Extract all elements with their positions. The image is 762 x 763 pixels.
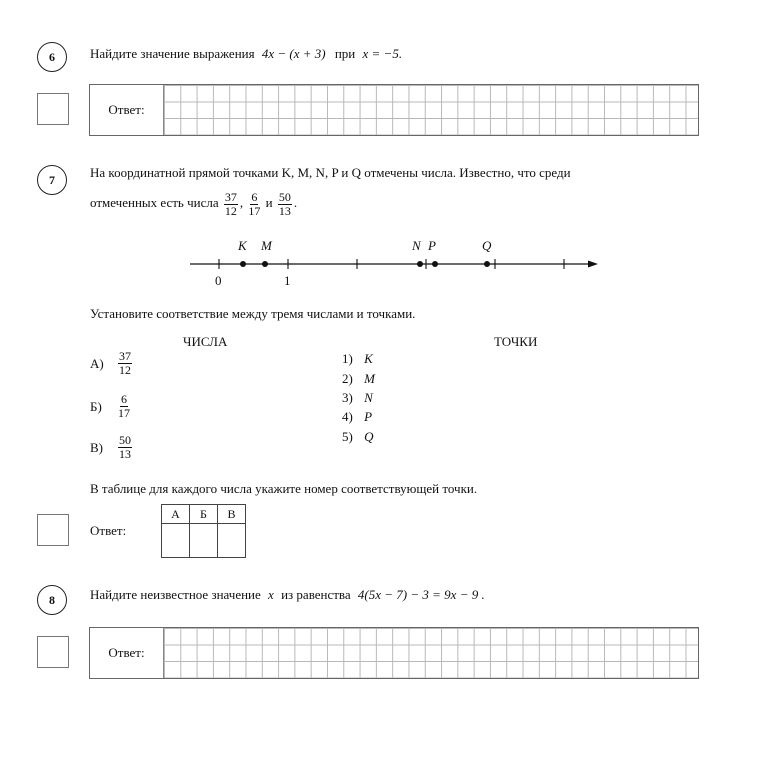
fraction-den: 12 <box>119 363 131 377</box>
fraction-num: 37 <box>224 189 237 204</box>
task-7-line2-prefix: отмеченных есть числа <box>90 195 219 210</box>
point-option-5 <box>342 429 373 445</box>
task-8-answer-box[interactable] <box>89 627 699 679</box>
choice-letter: В) <box>90 439 103 455</box>
label-Q: Q <box>482 238 492 253</box>
label-P: P <box>428 238 436 253</box>
task-7-instruction: Установите соответствие между тремя числами и точками. <box>90 306 416 321</box>
label-N: N <box>412 238 421 253</box>
task-8-number <box>37 585 67 615</box>
label-K: K <box>238 238 247 253</box>
option-number: 2) <box>342 371 353 386</box>
fraction-den: 13 <box>278 203 291 218</box>
task-6-answer-label: Ответ: <box>108 102 145 117</box>
task-8-number-text: 8 <box>49 592 55 607</box>
point-M <box>262 261 268 267</box>
choice-letter: Б) <box>90 398 102 414</box>
task-7-line1: На координатной прямой точками K, M, N, P и Q отмечены числа. Известно, что среди <box>90 165 571 180</box>
choice-v <box>90 434 134 461</box>
table-cell-v[interactable] <box>218 524 246 558</box>
choice-fraction <box>118 350 132 377</box>
label-M: M <box>261 238 272 253</box>
fraction-den: 12 <box>224 203 237 218</box>
fraction-37-12 <box>224 191 238 218</box>
column-points-header: ТОЧКИ <box>494 334 538 349</box>
option-number: 4) <box>342 409 353 424</box>
option-number: 5) <box>342 429 353 444</box>
point-option-3 <box>342 390 373 406</box>
task-6-expression: 4x − (x + 3) <box>261 46 326 61</box>
task-8-answer-grid[interactable] <box>163 628 698 678</box>
task-7-line2 <box>90 186 297 220</box>
point-K <box>240 261 246 267</box>
fraction-num: 50 <box>119 433 131 447</box>
task-8-variable: x <box>268 587 274 602</box>
separator: , <box>239 195 244 210</box>
task-6-answer-box[interactable] <box>89 84 699 136</box>
fraction-num: 6 <box>121 392 127 406</box>
task-8-text <box>90 586 485 604</box>
period: . <box>293 195 298 210</box>
choice-fraction <box>118 434 132 461</box>
fraction-num: 6 <box>251 189 258 204</box>
task-6-answer-grid[interactable] <box>163 85 698 135</box>
task-6-prefix: Найдите значение выражения <box>90 46 255 61</box>
point-option-4 <box>342 409 372 425</box>
option-number: 1) <box>342 351 353 366</box>
option-point: K <box>364 351 373 366</box>
option-number: 3) <box>342 390 353 405</box>
column-numbers-header: ЧИСЛА <box>183 334 228 349</box>
point-Q <box>484 261 490 267</box>
task-6-text <box>90 45 402 63</box>
option-point: P <box>364 409 373 424</box>
choice-fraction <box>118 393 130 420</box>
table-header-v: В <box>218 505 246 524</box>
fraction-num: 37 <box>119 349 131 363</box>
task-6-number <box>37 42 67 72</box>
choice-letter: А) <box>90 355 104 371</box>
choice-a <box>90 350 134 377</box>
task-7-number <box>37 165 67 195</box>
fraction-den: 17 <box>248 203 261 218</box>
task-7-number-text: 7 <box>49 172 55 187</box>
point-option-2 <box>342 371 375 387</box>
task-6-mid: при <box>334 46 356 61</box>
table-cell-b[interactable] <box>190 524 218 558</box>
option-point: N <box>364 390 373 405</box>
task-8-mid: из равенства <box>281 587 351 602</box>
fraction-6-17 <box>248 191 260 218</box>
number-line-arrow <box>588 261 598 268</box>
task-6-answer-square[interactable] <box>37 93 69 125</box>
task-8-answer-label: Ответ: <box>108 645 145 660</box>
table-header-b: Б <box>190 505 218 524</box>
point-option-1 <box>342 351 373 367</box>
fraction-50-13 <box>278 191 292 218</box>
label-zero: 0 <box>215 273 222 288</box>
table-header-a: А <box>162 505 190 524</box>
number-line <box>180 232 610 292</box>
task-8-equation: 4(5x − 7) − 3 = 9x − 9 . <box>357 587 485 602</box>
task-6-condition: x = −5. <box>362 46 403 61</box>
task-6-number-text: 6 <box>49 49 55 64</box>
point-P <box>432 261 438 267</box>
label-one: 1 <box>284 273 291 288</box>
task-7-answer-table <box>161 504 246 558</box>
table-cell-a[interactable] <box>162 524 190 558</box>
task-7-table-instruction: В таблице для каждого числа укажите номер соответствующей точки. <box>90 481 478 496</box>
task-8-answer-square[interactable] <box>37 636 69 668</box>
option-point: M <box>364 371 375 386</box>
choice-b <box>90 393 132 420</box>
task-7-answer-square[interactable] <box>37 514 69 546</box>
task-8-prefix: Найдите неизвестное значение <box>90 587 261 602</box>
point-N <box>417 261 423 267</box>
option-point: Q <box>364 429 374 444</box>
fraction-den: 17 <box>118 406 130 420</box>
separator-and: и <box>265 195 273 210</box>
fraction-den: 13 <box>119 447 131 461</box>
task-7-answer-label: Ответ: <box>90 523 127 538</box>
fraction-num: 50 <box>278 189 291 204</box>
